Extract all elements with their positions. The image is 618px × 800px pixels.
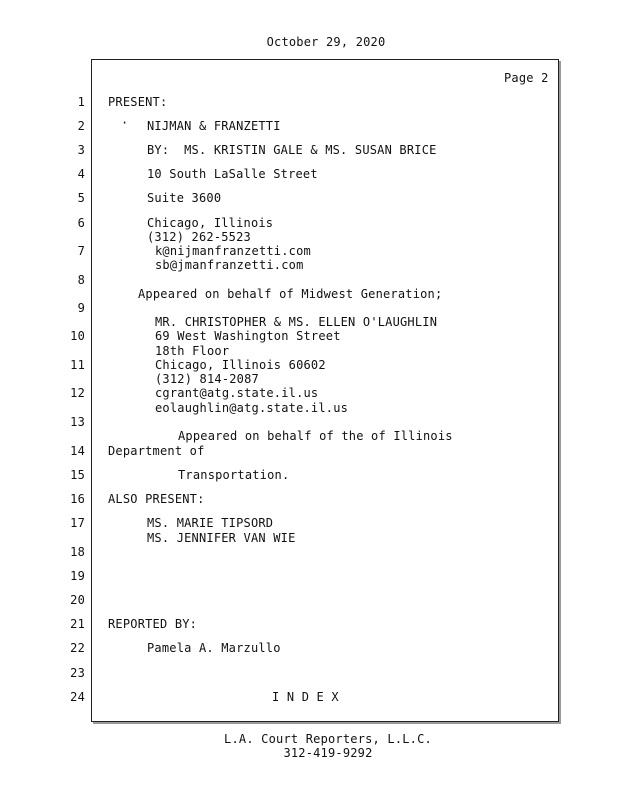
line-number: 2: [77, 119, 85, 133]
line-number: 23: [70, 666, 85, 680]
line-number: 24: [70, 690, 85, 704]
email: k@nijmanfranzetti.com: [155, 244, 311, 258]
bullet-mark: ·: [121, 116, 129, 130]
line-number: 19: [70, 569, 85, 583]
page-number: Page 2: [504, 71, 549, 85]
floor: 18th Floor: [155, 344, 230, 358]
line-number: 12: [70, 386, 85, 400]
reporter-name: Pamela A. Marzullo: [147, 641, 281, 655]
line-number: 4: [77, 167, 85, 181]
line-number: 16: [70, 492, 85, 506]
line-number: 10: [70, 329, 85, 343]
line-number: 8: [77, 273, 85, 287]
phone: (312) 814-2087: [155, 372, 259, 386]
line-number: 17: [70, 516, 85, 530]
reported-by-heading: REPORTED BY:: [108, 617, 198, 631]
email: sb@jmanfranzetti.com: [155, 258, 304, 272]
firm-name: NIJMAN & FRANZETTI: [147, 119, 281, 133]
city-state: Chicago, Illinois: [147, 216, 274, 230]
appearance-note-continued: Department of: [108, 444, 205, 458]
attendee-name: MS. JENNIFER VAN WIE: [147, 531, 296, 545]
present-heading: PRESENT:: [108, 95, 168, 109]
line-number: 13: [70, 415, 85, 429]
index-heading: I N D E X: [272, 690, 339, 704]
line-number: 15: [70, 468, 85, 482]
line-number: 3: [77, 143, 85, 157]
line-number: 5: [77, 191, 85, 205]
appearance-note: Appeared on behalf of the of Illinois: [178, 429, 453, 443]
also-present-heading: ALSO PRESENT:: [108, 492, 205, 506]
line-number: 7: [77, 244, 85, 258]
phone: (312) 262-5523: [147, 230, 251, 244]
appearance-note-continued: Transportation.: [178, 468, 290, 482]
street-address: 10 South LaSalle Street: [147, 167, 318, 181]
line-number: 18: [70, 545, 85, 559]
line-number: 20: [70, 593, 85, 607]
suite: Suite 3600: [147, 191, 222, 205]
line-number: 21: [70, 617, 85, 631]
footer-phone: 312-419-9292: [283, 746, 373, 760]
email: cgrant@atg.state.il.us: [155, 386, 319, 400]
line-number: 1: [77, 95, 85, 109]
line-number: 11: [70, 358, 85, 372]
line-number: 9: [77, 301, 85, 315]
email: eolaughlin@atg.state.il.us: [155, 401, 349, 415]
attendee-name: MS. MARIE TIPSORD: [147, 516, 274, 530]
street-address: 69 West Washington Street: [155, 329, 341, 343]
appearance-note: Appeared on behalf of Midwest Generation;: [138, 287, 443, 301]
footer-company: L.A. Court Reporters, L.L.C.: [224, 732, 432, 746]
attorney-names: MR. CHRISTOPHER & MS. ELLEN O'LAUGHLIN: [155, 315, 438, 329]
attorneys-line: BY: MS. KRISTIN GALE & MS. SUSAN BRICE: [147, 143, 437, 157]
document-date: October 29, 2020: [266, 35, 386, 49]
line-number: 22: [70, 641, 85, 655]
line-number: 6: [77, 216, 85, 230]
city-state-zip: Chicago, Illinois 60602: [155, 358, 326, 372]
line-number: 14: [70, 444, 85, 458]
